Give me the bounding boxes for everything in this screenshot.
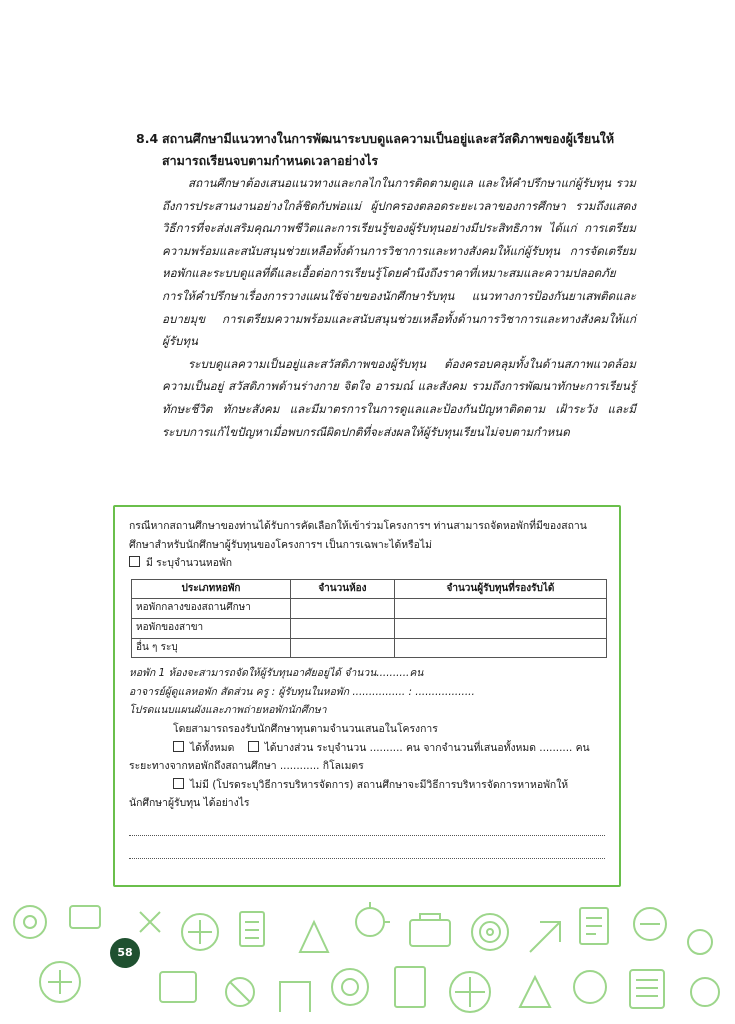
table-cell-rooms[interactable] (291, 618, 395, 638)
table-row (132, 618, 607, 638)
opt-some-label: ได้บางส่วน ระบุจำนวน .......... คน จากจำนวนที่เสนอทั้งหมด .......... คน (264, 741, 590, 754)
answer-line[interactable] (129, 842, 605, 859)
line-room: หอพัก 1 ห้องจะสามารถจัดให้ผู้รับทุนอาศัยอยู่ได้ จำนวน..........คน (129, 667, 424, 680)
form-question: กรณีหากสถานศึกษาของท่านได้รับการคัดเลือกให้เข้าร่วมโครงการฯ ท่านสามารถจัดหอพักที่มีของสถานศึกษาสำหรับนักศึกษาผู้รับทุนของโครงการฯ เป็นการเฉพาะได้หรือไม่ (129, 520, 587, 551)
line-teacher: อาจารย์ผู้ดูแลหอพัก สัดส่วน ครู : ผู้รับทุนในหอพัก ................ : .................. (129, 685, 475, 698)
table-cell-capacity[interactable] (394, 599, 606, 619)
table-cell-rooms[interactable] (291, 599, 395, 619)
table-header: ประเภทหอพัก (132, 579, 291, 599)
table-cell-capacity[interactable] (394, 638, 606, 658)
paragraph-2 (162, 353, 636, 443)
line-attach: โปรดแนบแผนผังและภาพถ่ายหอพักนักศึกษา (129, 704, 327, 717)
table-cell-type: อื่น ๆ ระบุ (132, 638, 291, 658)
none-checkbox[interactable] (173, 778, 184, 789)
paragraph-1-text: สถานศึกษาต้องเสนอแนวทางและกลไกในการติดตามดูแล และให้คำปรึกษาแก่ผู้รับทุน รวมถึงการประสานงานอย่างใกล้ชิดกับพ่อแม่ ผู้ปกครองตลอดระยะเวลาของการศึกษา รวมถึงแสดงวิธีการที่จะส่งเสริมคุณภาพชีวิตและการเรียนรู้ของผู้รับทุนอย่างมีประสิทธิภาพ ได้แก่ การเตรียมความพร้อมและสนับสนุนช่วยเหลือทั้งด้านการวิชาการและทางสังคมให้แก่ผู้รับทุน การจัดเตรียมหอพักและระบบดูแลที่ดีและเอื้อต่อการเรียนรู้โดยคำนึงถึงราคาที่เหมาะสมและความปลอดภัย การให้คำปรึกษาเรื่องการวางแผนใช้จ่ายของนักศึกษารับทุน แนวทางการป้องกันยาเสพติดและอบายมุข การเตรียมความพร้อมและสนับสนุนช่วยเหลือทั้งด้านการวิชาการและทางสังคมให้แก่ผู้รับทุน (162, 176, 636, 349)
answer-line[interactable] (129, 819, 605, 836)
page-number-badge: 58 (110, 938, 140, 968)
option-none-row (129, 776, 605, 795)
opt-all-label: ได้ทั้งหมด (190, 741, 235, 754)
table-cell-rooms[interactable] (291, 638, 395, 658)
some-checkbox[interactable] (248, 741, 259, 752)
option-have-label: มี ระบุจำนวนหอพัก (146, 557, 233, 570)
table-cell-capacity[interactable] (394, 618, 606, 638)
paragraph-1 (162, 172, 636, 353)
all-checkbox[interactable] (173, 741, 184, 752)
opt-none-label: ไม่มี (โปรดระบุวิธีการบริหารจัดการ) สถานศึกษาจะมีวิธีการบริหารจัดการหาหอพักให้ (190, 778, 569, 791)
line-none-cont: นักศึกษาผู้รับทุน ได้อย่างไร (129, 797, 250, 810)
section-title: สถานศึกษามีแนวทางในการพัฒนาระบบดูแลความเป็นอยู่และสวัสดิภาพของผู้เรียนให้สามารถเรียนจบตามกำหนดเวลาอย่างไร (162, 131, 615, 168)
have-checkbox[interactable] (129, 556, 140, 567)
line-capacity: โดยสามารถรองรับนักศึกษาทุนตามจำนวนเสนอในโครงการ (173, 722, 438, 735)
table-cell-type: หอพักของสาขา (132, 618, 291, 638)
dormitory-table (131, 579, 607, 658)
table-cell-type: หอพักกลางของสถานศึกษา (132, 599, 291, 619)
line-distance: ระยะทางจากหอพักถึงสถานศึกษา ............ กิโลเมตร (129, 760, 364, 773)
dormitory-form-box (113, 505, 621, 887)
table-header: จำนวนผู้รับทุนที่รองรับได้ (394, 579, 606, 599)
table-row (132, 638, 607, 658)
table-row (132, 599, 607, 619)
paragraph-2-text: ระบบดูแลความเป็นอยู่และสวัสดิภาพของผู้รับทุน ต้องครอบคลุมทั้งในด้านสภาพแวดล้อม ความเป็นอยู่ สวัสดิภาพด้านร่างกาย จิตใจ อารมณ์ และสังคม รวมถึงการพัฒนาทักษะการเรียนรู้ ทักษะชีวิต ทักษะสังคม และมีมาตรการในการดูแลและป้องกันปัญหาติดตาม เฝ้าระวัง และมีระบบการแก้ไขปัญหาเมื่อพบกรณีผิดปกติที่จะส่งผลให้ผู้รับทุนเรียนไม่จบตามกำหนด (162, 356, 636, 439)
section-heading (136, 128, 636, 172)
section-number: 8.4 (136, 131, 159, 146)
table-header: จำนวนห้อง (291, 579, 395, 599)
section-8-4 (136, 128, 636, 443)
options-row (129, 739, 605, 758)
option-have-row (129, 554, 605, 573)
